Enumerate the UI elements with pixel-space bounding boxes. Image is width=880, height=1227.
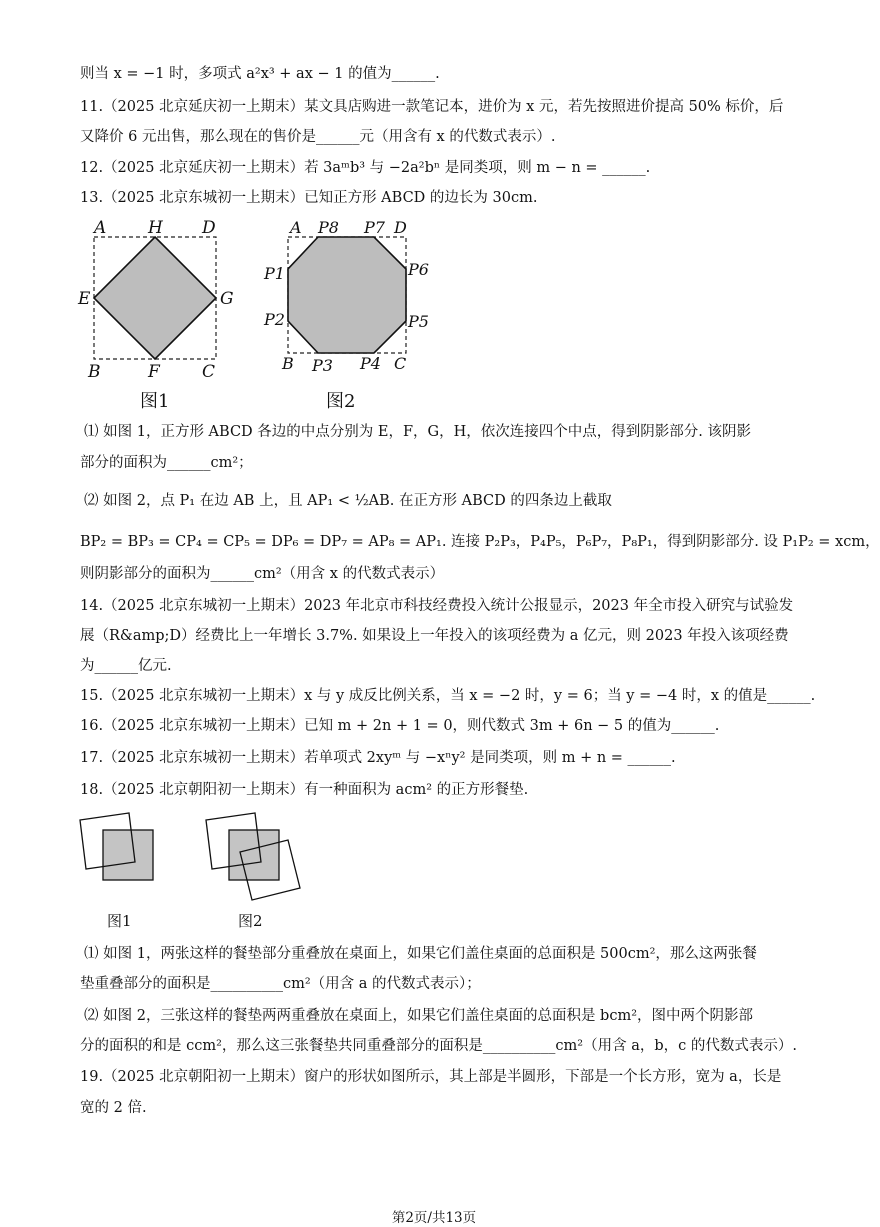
shaded-octagon (288, 237, 406, 353)
overlap-shaded (229, 830, 279, 880)
label-p2: P2 (264, 310, 285, 329)
text-line: 宽的 2 倍. (80, 1100, 147, 1116)
label-c: C (202, 362, 216, 382)
label-p6: P6 (408, 260, 429, 279)
question-13-line: 13.（2025 北京东城初一上期末）已知正方形 ABCD 的边长为 30cm. (80, 190, 538, 206)
question-14-line: 14.（2025 北京东城初一上期末）2023 年北京市科技经费投入统计公报显示，2023 年全市投入研究与试验发 (80, 598, 794, 614)
label-p5: P5 (408, 312, 429, 331)
figure-18 (74, 802, 314, 934)
label-d: D (394, 218, 407, 237)
label-p1: P1 (264, 264, 285, 283)
text-line: ⑵ 如图 2，三张这样的餐垫两两重叠放在桌面上，如果它们盖住桌面的总面积是 bcm²，图中两个阴影部 (84, 1008, 754, 1024)
figure-13 (74, 215, 429, 415)
label-b: B (88, 362, 101, 382)
text-line: 分的面积的和是 ccm²，那么这三张餐垫共同重叠部分的面积是__________cm²（用含 a，b，c 的代数式表示）. (80, 1038, 797, 1054)
caption-fig1: 图1 (140, 391, 170, 412)
question-19-line: 19.（2025 北京朝阳初一上期末）窗户的形状如图所示，其上部是半圆形，下部是一个长方形，宽为 a，长是 (80, 1069, 782, 1085)
text-line: ⑴ 如图 1，两张这样的餐垫部分重叠放在桌面上，如果它们盖住桌面的总面积是 500cm²，那么这两张餐 (84, 946, 757, 962)
caption-fig2: 图2 (326, 391, 356, 412)
label-p3: P3 (312, 356, 333, 375)
label-e: E (78, 289, 91, 309)
label-b: B (282, 354, 294, 373)
text-line: 为______亿元. (80, 658, 172, 674)
overlap-shaded (103, 830, 153, 880)
shaded-diamond (94, 237, 216, 359)
label-d: D (202, 218, 216, 238)
label-f: F (148, 362, 160, 382)
label-p7: P7 (364, 218, 385, 237)
caption-fig2: 图2 (238, 912, 263, 930)
question-12-line: 12.（2025 北京延庆初一上期末）若 3aᵐb³ 与 −2a²bⁿ 是同类项，则 m − n = ______. (80, 160, 651, 176)
text-line: 则阴影部分的面积为______cm²（用含 x 的代数式表示） (80, 566, 445, 582)
text-line: 垫重叠部分的面积是__________cm²（用含 a 的代数式表示）； (80, 976, 481, 992)
question-15-line: 15.（2025 北京东城初一上期末）x 与 y 成反比例关系，当 x = −2 时，y = 6；当 y = −4 时，x 的值是______. (80, 688, 816, 704)
text-line: ⑴ 如图 1，正方形 ABCD 各边的中点分别为 E，F，G，H，依次连接四个中点，得到阴影部分. 该阴影 (84, 424, 751, 440)
label-c: C (394, 354, 407, 373)
label-a: A (290, 218, 302, 237)
label-g: G (220, 289, 234, 309)
label-h: H (148, 218, 163, 238)
page-footer: 第2页/共13页 (391, 1210, 477, 1226)
text-line: BP₂ = BP₃ = CP₄ = CP₅ = DP₆ = DP₇ = AP₈ = AP₁. 连接 P₂P₃，P₄P₅，P₆P₇，P₈P₁，得到阴影部分. 设 P₁P₂ = xcm， (80, 534, 880, 550)
label-a: A (94, 218, 107, 238)
question-18-line: 18.（2025 北京朝阳初一上期末）有一种面积为 acm² 的正方形餐垫. (80, 782, 529, 798)
text-line: 展（R&amp;D）经费比上一年增长 3.7%. 如果设上一年投入的该项经费为 a 亿元，则 2023 年投入该项经费 (80, 628, 789, 644)
text-line: 则当 x = −1 时，多项式 a²x³ + ax − 1 的值为______. (80, 66, 440, 82)
text-line: ⑵ 如图 2，点 P₁ 在边 AB 上，且 AP₁ < ½AB. 在正方形 ABCD 的四条边上截取 (84, 493, 612, 509)
text-line: 部分的面积为______cm²； (80, 455, 253, 471)
question-11-line: 11.（2025 北京延庆初一上期末）某文具店购进一款笔记本，进价为 x 元，若先按照进价提高 50% 标价，后 (80, 99, 784, 115)
label-p4: P4 (360, 354, 381, 373)
question-16-line: 16.（2025 北京东城初一上期末）已知 m + 2n + 1 = 0，则代数式 3m + 6n − 5 的值为______. (80, 718, 720, 734)
question-17-line: 17.（2025 北京东城初一上期末）若单项式 2xyᵐ 与 −xⁿy² 是同类项，则 m + n = ______. (80, 750, 676, 766)
label-p8: P8 (318, 218, 339, 237)
caption-fig1: 图1 (107, 912, 132, 930)
text-line: 又降价 6 元出售，那么现在的售价是______元（用含有 x 的代数式表示）. (80, 129, 556, 145)
